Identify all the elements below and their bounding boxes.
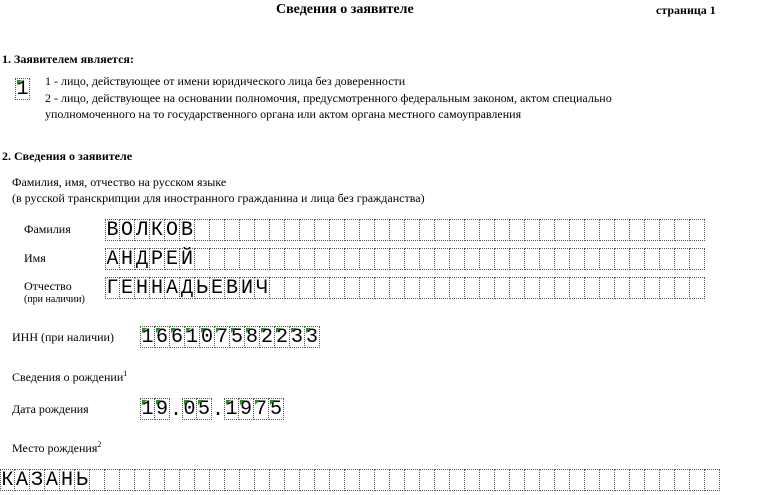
birth-info-label: Сведения о рождении$^1$	[12, 369, 128, 384]
char-cell[interactable]: 5	[269, 398, 282, 421]
char-cell[interactable]	[480, 219, 495, 241]
char-cell[interactable]	[690, 219, 705, 241]
birth-place-label: Место рождения$^2$	[12, 440, 102, 455]
char-cell[interactable]	[510, 469, 525, 491]
char-cell[interactable]	[465, 469, 480, 491]
fio-caption-line2: (в русской транскрипции для иностранного гражданина и лица без гражданства)	[12, 191, 425, 205]
footnote-1: 1	[123, 369, 128, 378]
char-cell[interactable]	[585, 469, 600, 491]
char-cell[interactable]	[360, 248, 375, 270]
option-2-text-line2: уполномоченного на то государственного органа или актом органа местного самоуправления	[45, 107, 522, 121]
surname-label: Фамилия	[24, 222, 71, 236]
char-cell[interactable]	[675, 469, 690, 491]
char-cell[interactable]: А	[165, 277, 178, 300]
section2-heading: 2. Сведения о заявителе	[2, 149, 133, 163]
char-cell[interactable]	[420, 277, 435, 299]
char-cell[interactable]	[405, 277, 420, 299]
char-cell[interactable]: 0	[183, 398, 196, 421]
char-cell[interactable]	[285, 469, 300, 491]
char-cell[interactable]	[195, 469, 210, 491]
char-cell[interactable]	[570, 219, 585, 241]
char-cell[interactable]	[180, 469, 195, 491]
char-cell[interactable]	[645, 219, 660, 241]
char-cell[interactable]: Ь	[75, 469, 88, 492]
char-cell[interactable]: Ь	[195, 277, 208, 300]
char-cell[interactable]: 7	[254, 398, 267, 421]
option-1-text: 1 - лицо, действующее от имени юридического лица без доверенности	[45, 74, 406, 88]
char-cell[interactable]	[435, 248, 450, 270]
char-cell[interactable]	[495, 248, 510, 270]
char-cell[interactable]	[600, 219, 615, 241]
char-cell[interactable]	[690, 277, 705, 299]
birth-day-field[interactable]	[140, 398, 170, 420]
char-cell[interactable]	[390, 219, 405, 241]
char-cell[interactable]	[240, 469, 255, 491]
char-cell[interactable]	[375, 219, 390, 241]
char-cell[interactable]	[600, 248, 615, 270]
char-cell[interactable]: 1	[225, 398, 238, 421]
char-cell[interactable]: 6	[170, 326, 183, 349]
birth-year-field[interactable]	[224, 398, 284, 420]
char-cell[interactable]	[525, 277, 540, 299]
char-cell[interactable]	[420, 219, 435, 241]
char-cell[interactable]	[255, 469, 270, 491]
char-cell[interactable]	[405, 469, 420, 491]
char-cell[interactable]	[615, 248, 630, 270]
char-cell[interactable]: Н	[135, 277, 148, 300]
char-cell[interactable]: Н	[150, 277, 163, 300]
char-cell[interactable]	[465, 277, 480, 299]
char-cell[interactable]	[555, 248, 570, 270]
char-cell[interactable]	[240, 248, 255, 270]
char-cell[interactable]	[240, 219, 255, 241]
surname-field[interactable]	[105, 219, 705, 241]
date-separator-dot: .	[212, 399, 225, 422]
char-cell[interactable]: Н	[120, 248, 133, 271]
char-cell[interactable]	[390, 248, 405, 270]
char-cell[interactable]	[435, 469, 450, 491]
char-cell[interactable]	[210, 219, 225, 241]
char-cell[interactable]	[495, 469, 510, 491]
char-cell[interactable]: Г	[106, 277, 119, 300]
char-cell[interactable]	[675, 219, 690, 241]
char-cell[interactable]	[450, 469, 465, 491]
char-cell[interactable]: В	[106, 219, 119, 242]
char-cell[interactable]	[300, 219, 315, 241]
char-cell[interactable]: Е	[120, 277, 133, 300]
char-cell[interactable]: А	[15, 469, 28, 492]
char-cell[interactable]: 1	[141, 326, 154, 349]
char-cell[interactable]	[360, 469, 375, 491]
patronymic-sublabel: (при наличии)	[24, 294, 85, 305]
char-cell[interactable]	[645, 248, 660, 270]
inn-label: ИНН (при наличии)	[12, 330, 114, 344]
char-cell[interactable]	[315, 277, 330, 299]
char-cell[interactable]: 1	[141, 398, 154, 421]
char-cell[interactable]: А	[106, 248, 119, 271]
patronymic-label: Отчество	[24, 279, 72, 293]
char-cell[interactable]: Л	[135, 219, 148, 242]
char-cell[interactable]	[585, 219, 600, 241]
char-cell[interactable]	[600, 277, 615, 299]
char-cell[interactable]	[165, 469, 180, 491]
char-cell[interactable]: Й	[180, 248, 193, 271]
char-cell[interactable]	[300, 277, 315, 299]
char-cell[interactable]: Е	[165, 248, 178, 271]
char-cell[interactable]	[570, 469, 585, 491]
char-cell[interactable]: О	[165, 219, 178, 242]
char-cell[interactable]	[360, 219, 375, 241]
page-number: страница 1	[656, 3, 716, 17]
char-cell[interactable]: О	[120, 219, 133, 242]
char-cell[interactable]	[330, 469, 345, 491]
char-cell[interactable]	[90, 469, 105, 491]
char-cell[interactable]	[540, 277, 555, 299]
char-cell[interactable]	[255, 248, 270, 270]
char-cell[interactable]	[705, 469, 720, 491]
char-cell[interactable]	[660, 219, 675, 241]
applicant-type-field[interactable]	[15, 78, 30, 100]
char-cell[interactable]	[390, 469, 405, 491]
form-title: Сведения о заявителе	[276, 2, 414, 17]
char-cell[interactable]: 6	[155, 326, 168, 349]
birth-date-field[interactable]	[140, 398, 284, 420]
inn-field[interactable]	[140, 326, 320, 348]
char-cell[interactable]: 5	[230, 326, 243, 349]
char-cell[interactable]	[375, 248, 390, 270]
char-cell[interactable]: Н	[60, 469, 73, 492]
char-cell[interactable]: 7	[215, 326, 228, 349]
char-cell[interactable]	[630, 469, 645, 491]
char-cell[interactable]	[285, 248, 300, 270]
char-cell[interactable]: В	[225, 277, 238, 300]
char-cell[interactable]	[390, 277, 405, 299]
section1-heading: 1. Заявителем является:	[2, 52, 134, 66]
char-cell[interactable]	[480, 277, 495, 299]
char-cell[interactable]: А	[45, 469, 58, 492]
char-cell[interactable]	[525, 248, 540, 270]
char-cell[interactable]	[210, 469, 225, 491]
birth-month-field[interactable]	[182, 398, 212, 420]
char-cell[interactable]	[525, 469, 540, 491]
char-cell[interactable]	[450, 277, 465, 299]
char-cell[interactable]: К	[1, 469, 14, 492]
patronymic-field[interactable]	[105, 277, 705, 299]
char-cell[interactable]	[270, 219, 285, 241]
char-cell[interactable]	[510, 277, 525, 299]
char-cell[interactable]	[255, 219, 270, 241]
char-cell[interactable]	[465, 248, 480, 270]
char-cell[interactable]	[135, 469, 150, 491]
char-cell[interactable]	[660, 469, 675, 491]
char-cell[interactable]	[615, 277, 630, 299]
char-cell[interactable]	[540, 248, 555, 270]
char-cell[interactable]	[615, 219, 630, 241]
name-label: Имя	[24, 251, 46, 265]
char-cell[interactable]: Д	[135, 248, 148, 271]
char-cell[interactable]	[225, 219, 240, 241]
char-cell[interactable]	[630, 277, 645, 299]
char-cell[interactable]	[420, 469, 435, 491]
char-cell[interactable]	[195, 248, 210, 270]
char-cell[interactable]	[660, 248, 675, 270]
char-cell[interactable]	[585, 248, 600, 270]
char-cell[interactable]	[315, 219, 330, 241]
footnote-2: 2	[97, 440, 102, 449]
char-cell[interactable]	[450, 219, 465, 241]
char-cell[interactable]	[615, 469, 630, 491]
char-cell[interactable]	[315, 248, 330, 270]
char-cell[interactable]	[345, 277, 360, 299]
char-cell[interactable]	[285, 277, 300, 299]
char-cell[interactable]: 9	[239, 398, 252, 421]
char-cell[interactable]	[645, 469, 660, 491]
date-separator-dot: .	[170, 399, 183, 422]
char-cell[interactable]	[300, 248, 315, 270]
char-cell[interactable]	[555, 277, 570, 299]
char-cell[interactable]	[555, 219, 570, 241]
char-cell[interactable]	[600, 469, 615, 491]
char-cell[interactable]	[270, 469, 285, 491]
char-cell[interactable]	[345, 469, 360, 491]
char-cell[interactable]: И	[240, 277, 253, 300]
char-cell[interactable]	[690, 469, 705, 491]
char-cell[interactable]	[225, 469, 240, 491]
char-cell[interactable]: Р	[150, 248, 163, 271]
char-cell[interactable]	[510, 219, 525, 241]
char-cell[interactable]: 2	[260, 326, 273, 349]
char-cell[interactable]: Д	[180, 277, 193, 300]
char-cell[interactable]	[525, 219, 540, 241]
char-cell[interactable]	[420, 248, 435, 270]
char-cell[interactable]: 5	[197, 398, 210, 421]
char-cell[interactable]: 3	[305, 326, 318, 349]
char-cell[interactable]: К	[150, 219, 163, 242]
applicant-type-cell[interactable]: 1	[16, 78, 29, 101]
char-cell[interactable]: З	[30, 469, 43, 492]
char-cell[interactable]	[405, 248, 420, 270]
char-cell[interactable]	[480, 248, 495, 270]
char-cell[interactable]	[105, 469, 120, 491]
char-cell[interactable]: 8	[245, 326, 258, 349]
char-cell[interactable]	[675, 248, 690, 270]
char-cell[interactable]	[285, 219, 300, 241]
fio-caption-line1: Фамилия, имя, отчество на русском языке	[12, 175, 227, 189]
char-cell[interactable]: Е	[210, 277, 223, 300]
char-cell[interactable]	[465, 219, 480, 241]
char-cell[interactable]: В	[180, 219, 193, 242]
char-cell[interactable]	[690, 248, 705, 270]
char-cell[interactable]: 9	[155, 398, 168, 421]
char-cell[interactable]	[660, 277, 675, 299]
char-cell[interactable]	[450, 248, 465, 270]
char-cell[interactable]: 3	[290, 326, 303, 349]
name-field[interactable]	[105, 248, 705, 270]
char-cell[interactable]	[360, 277, 375, 299]
char-cell[interactable]	[195, 219, 210, 241]
char-cell[interactable]	[675, 277, 690, 299]
char-cell[interactable]	[330, 277, 345, 299]
char-cell[interactable]	[270, 248, 285, 270]
char-cell[interactable]	[210, 248, 225, 270]
char-cell[interactable]	[225, 248, 240, 270]
char-cell[interactable]	[375, 277, 390, 299]
birth-date-label: Дата рождения	[12, 402, 89, 416]
char-cell[interactable]	[330, 219, 345, 241]
char-cell[interactable]	[480, 469, 495, 491]
char-cell[interactable]	[330, 248, 345, 270]
char-cell[interactable]	[630, 219, 645, 241]
char-cell[interactable]	[630, 248, 645, 270]
char-cell[interactable]	[540, 219, 555, 241]
char-cell[interactable]	[540, 469, 555, 491]
char-cell[interactable]	[300, 469, 315, 491]
char-cell[interactable]	[495, 219, 510, 241]
option-2-text-line1: 2 - лицо, действующее на основании полномочия, предусмотренного федеральным законом, актом специально	[45, 91, 612, 105]
char-cell[interactable]	[495, 277, 510, 299]
char-cell[interactable]	[315, 469, 330, 491]
char-cell[interactable]	[645, 277, 660, 299]
char-cell[interactable]	[585, 277, 600, 299]
birth-place-field[interactable]	[0, 469, 720, 491]
char-cell[interactable]: 0	[200, 326, 213, 349]
char-cell[interactable]	[270, 277, 285, 299]
char-cell[interactable]	[375, 469, 390, 491]
char-cell[interactable]	[405, 219, 420, 241]
char-cell[interactable]: Ч	[255, 277, 268, 300]
char-cell[interactable]	[555, 469, 570, 491]
char-cell[interactable]	[345, 219, 360, 241]
char-cell[interactable]	[570, 248, 585, 270]
char-cell[interactable]	[570, 277, 585, 299]
char-cell[interactable]	[150, 469, 165, 491]
char-cell[interactable]	[345, 248, 360, 270]
char-cell[interactable]: 1	[185, 326, 198, 349]
char-cell[interactable]	[120, 469, 135, 491]
char-cell[interactable]	[435, 277, 450, 299]
char-cell[interactable]	[435, 219, 450, 241]
char-cell[interactable]: 2	[275, 326, 288, 349]
char-cell[interactable]	[510, 248, 525, 270]
